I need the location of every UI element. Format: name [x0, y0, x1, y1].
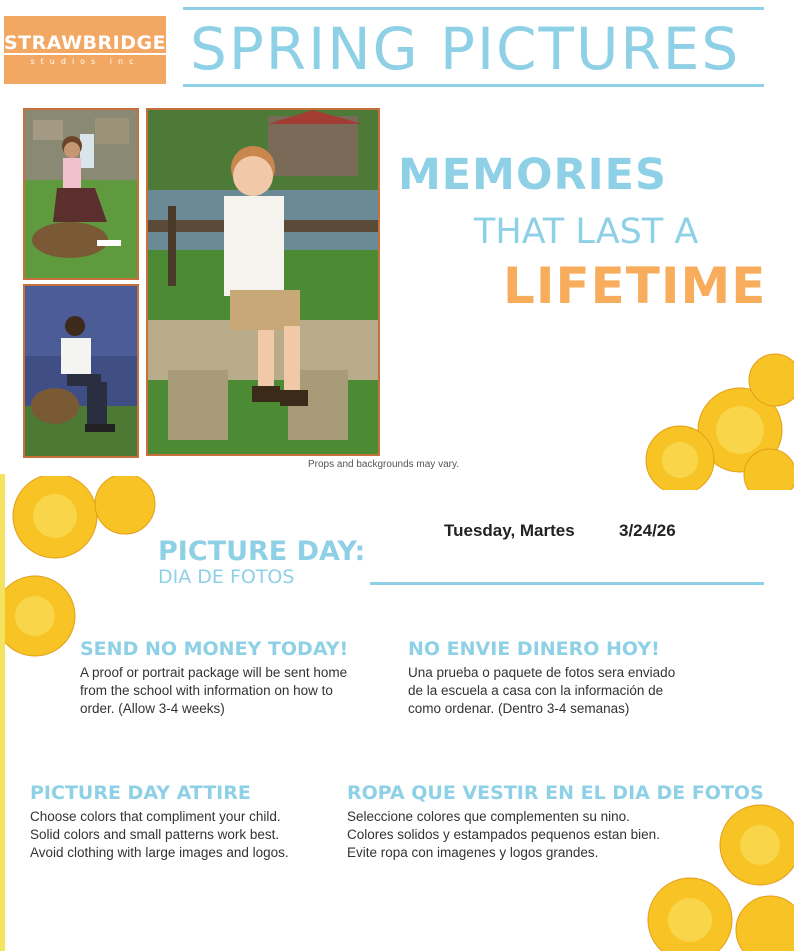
ropa-line: Colores solidos y estampados pequenos estan bien.	[347, 827, 660, 842]
flower-top-right-decoration	[620, 350, 794, 490]
ropa-heading: ROPA QUE VESTIR EN EL DIA DE FOTOS	[347, 782, 764, 804]
attire-line: Avoid clothing with large images and logos.	[30, 845, 289, 860]
attire-text	[30, 808, 289, 862]
tagline-memories: MEMORIES	[398, 150, 667, 200]
page-title: SPRING PICTURES	[190, 15, 741, 83]
tagline-lifetime: LIFETIME	[503, 257, 767, 315]
photo-girl-image	[25, 110, 137, 278]
ropa-text	[347, 808, 660, 862]
logo-sub: studios inc	[30, 57, 140, 66]
picture-day-subtitle: DIA DE FOTOS	[158, 566, 295, 588]
attire-line: Solid colors and small patterns work best.	[30, 827, 280, 842]
attire-line: Choose colors that compliment your child.	[30, 809, 281, 824]
send-no-money-line: order. (Allow 3-4 weeks)	[80, 701, 225, 716]
ropa-line: Seleccione colores que complementen su nino.	[347, 809, 630, 824]
send-no-money-line: A proof or portrait package will be sent home	[80, 665, 348, 680]
picture-date-value: 3/24/26	[619, 521, 676, 540]
send-no-money-heading: SEND NO MONEY TODAY!	[80, 638, 349, 660]
photo-boy-main	[146, 108, 380, 456]
picture-date-label: Tuesday, Martes	[444, 521, 575, 540]
no-envie-dinero-line: Una prueba o paquete de fotos sera enviado	[408, 665, 676, 680]
photo-girl	[23, 108, 139, 280]
photo-caption: Props and backgrounds may vary.	[308, 459, 460, 470]
header-bottom-rule	[183, 84, 764, 87]
no-envie-dinero-text	[408, 664, 675, 718]
photo-boy-main-image	[148, 110, 378, 454]
strawbridge-logo	[4, 16, 166, 84]
photo-boy-small	[23, 284, 139, 458]
no-envie-dinero-line: de la escuela a casa con la información de	[408, 683, 664, 698]
picture-day-title: PICTURE DAY:	[158, 536, 366, 567]
send-no-money-text	[80, 664, 347, 718]
no-envie-dinero-heading: NO ENVIE DINERO HOY!	[408, 638, 660, 660]
logo-name: STRAWBRIDGE	[3, 32, 167, 54]
tagline-that-last-a: THAT LAST A	[474, 212, 699, 252]
no-envie-dinero-line: como ordenar. (Dentro 3-4 semanas)	[408, 701, 630, 716]
header-top-rule	[183, 7, 764, 10]
attire-heading: PICTURE DAY ATTIRE	[30, 782, 251, 804]
picture-day-rule	[370, 582, 764, 585]
send-no-money-line: from the school with information on how to	[80, 683, 333, 698]
ropa-line: Evite ropa con imagenes y logos grandes.	[347, 845, 599, 860]
photo-boy-small-image	[25, 286, 137, 456]
